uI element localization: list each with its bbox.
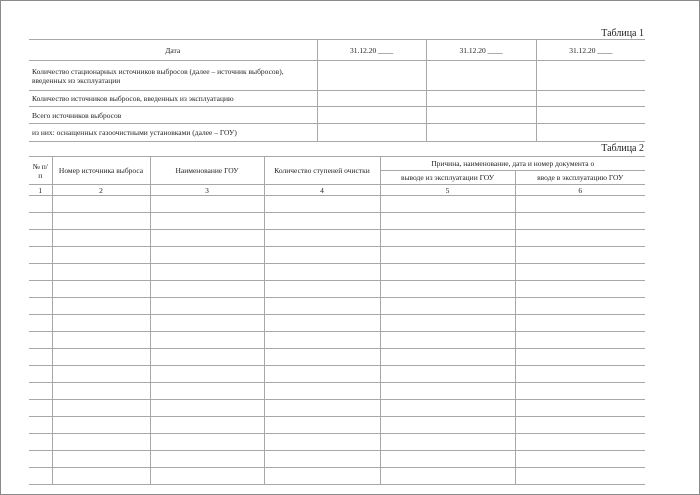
entry-cell[interactable]: [52, 383, 150, 400]
table-row: [29, 196, 645, 213]
table-row: [29, 451, 645, 468]
table2-caption: Таблица 2: [601, 143, 644, 154]
entry-cell[interactable]: [380, 400, 515, 417]
column-number-row: [29, 185, 645, 196]
table-row: [29, 281, 645, 298]
entry-cell[interactable]: [515, 196, 645, 213]
entry-cell[interactable]: [515, 247, 645, 264]
commission-header: вводе в эксплуатацию ГОУ: [515, 171, 645, 185]
column-number: 6: [515, 185, 645, 196]
table-row: [29, 264, 645, 281]
entry-cell[interactable]: [29, 349, 52, 366]
value-cell[interactable]: [426, 124, 536, 142]
value-cell[interactable]: [426, 91, 536, 107]
table-row: [29, 315, 645, 332]
reason-header: Причина, наименование, дата и номер документа о: [380, 157, 645, 171]
entry-cell[interactable]: [380, 315, 515, 332]
date-cell: 31.12.20 ____: [317, 40, 426, 61]
entry-cell[interactable]: [150, 332, 264, 349]
entry-cell[interactable]: [264, 298, 380, 315]
entry-cell[interactable]: [515, 213, 645, 230]
entry-cell[interactable]: [150, 196, 264, 213]
entry-cell[interactable]: [264, 434, 380, 451]
entry-cell[interactable]: [515, 434, 645, 451]
entry-cell[interactable]: [29, 298, 52, 315]
date-cell: 31.12.20 ____: [426, 40, 536, 61]
table-row: [29, 298, 645, 315]
table-row: [29, 332, 645, 349]
gou-name-header: Наименование ГОУ: [150, 157, 264, 185]
date-cell: 31.12.20 ____: [536, 40, 645, 61]
table-row: [29, 230, 645, 247]
date-label: Дата: [29, 40, 317, 61]
entry-cell[interactable]: [515, 366, 645, 383]
entry-cell[interactable]: [150, 451, 264, 468]
table1-row: [29, 107, 645, 124]
value-cell[interactable]: [426, 107, 536, 124]
table1-caption: Таблица 1: [601, 28, 644, 39]
entry-cell[interactable]: [515, 264, 645, 281]
entry-cell[interactable]: [515, 298, 645, 315]
entry-cell[interactable]: [52, 400, 150, 417]
entry-cell[interactable]: [264, 451, 380, 468]
entry-cell[interactable]: [150, 417, 264, 434]
entry-cell[interactable]: [150, 247, 264, 264]
table1: [29, 39, 645, 142]
entry-cell[interactable]: [515, 383, 645, 400]
entry-cell[interactable]: [52, 451, 150, 468]
entry-cell[interactable]: [515, 230, 645, 247]
entry-cell[interactable]: [264, 264, 380, 281]
column-number: 2: [52, 185, 150, 196]
entry-cell[interactable]: [29, 332, 52, 349]
entry-cell[interactable]: [515, 281, 645, 298]
entry-cell[interactable]: [515, 349, 645, 366]
entry-cell[interactable]: [150, 434, 264, 451]
entry-cell[interactable]: [380, 264, 515, 281]
table2: [29, 156, 645, 485]
table-row: [29, 247, 645, 264]
table-row: [29, 383, 645, 400]
value-cell[interactable]: [317, 107, 426, 124]
value-cell[interactable]: [536, 124, 645, 142]
entry-cell[interactable]: [29, 230, 52, 247]
num-header: № п/п: [29, 157, 52, 185]
value-cell[interactable]: [426, 61, 536, 91]
table-row: [29, 434, 645, 451]
entry-cell[interactable]: [515, 400, 645, 417]
entry-cell[interactable]: [52, 298, 150, 315]
table2-header-row: [29, 157, 645, 171]
entry-cell[interactable]: [380, 434, 515, 451]
entry-cell[interactable]: [264, 332, 380, 349]
column-number: 1: [29, 185, 52, 196]
entry-cell[interactable]: [29, 264, 52, 281]
entry-cell[interactable]: [264, 281, 380, 298]
entry-cell[interactable]: [150, 230, 264, 247]
entry-cell[interactable]: [264, 383, 380, 400]
decommission-header: выводе из эксплуатации ГОУ: [380, 171, 515, 185]
entry-cell[interactable]: [380, 451, 515, 468]
entry-cell[interactable]: [150, 468, 264, 485]
table-row: [29, 366, 645, 383]
entry-cell[interactable]: [52, 281, 150, 298]
entry-cell[interactable]: [150, 213, 264, 230]
entry-cell[interactable]: [515, 315, 645, 332]
entry-cell[interactable]: [29, 451, 52, 468]
value-cell[interactable]: [317, 91, 426, 107]
row-label: Количество стационарных источников выбросов (далее – источник выбросов), введенных из эксплуатации: [29, 61, 317, 91]
table-row: [29, 213, 645, 230]
entry-cell[interactable]: [29, 434, 52, 451]
entry-cell[interactable]: [150, 315, 264, 332]
value-cell[interactable]: [317, 61, 426, 91]
entry-cell[interactable]: [29, 400, 52, 417]
entry-cell[interactable]: [52, 315, 150, 332]
entry-cell[interactable]: [52, 434, 150, 451]
value-cell[interactable]: [536, 61, 645, 91]
entry-cell[interactable]: [515, 417, 645, 434]
entry-cell[interactable]: [52, 332, 150, 349]
entry-cell[interactable]: [52, 468, 150, 485]
entry-cell[interactable]: [29, 281, 52, 298]
row-label: Количество источников выбросов, введенных из эксплуатацию: [29, 91, 317, 107]
entry-cell[interactable]: [380, 298, 515, 315]
table1-row: [29, 91, 645, 107]
entry-cell[interactable]: [264, 366, 380, 383]
entry-cell[interactable]: [264, 196, 380, 213]
entry-cell[interactable]: [380, 281, 515, 298]
entry-cell[interactable]: [380, 349, 515, 366]
entry-cell[interactable]: [515, 468, 645, 485]
entry-cell[interactable]: [29, 247, 52, 264]
entry-cell[interactable]: [264, 213, 380, 230]
row-label: из них: оснащенных газоочистными установками (далее – ГОУ): [29, 124, 317, 142]
entry-cell[interactable]: [150, 349, 264, 366]
entry-cell[interactable]: [29, 213, 52, 230]
value-cell[interactable]: [536, 107, 645, 124]
table-row: [29, 349, 645, 366]
entry-cell[interactable]: [150, 383, 264, 400]
entry-cell[interactable]: [380, 468, 515, 485]
stages-header: Количество ступеней очистки: [264, 157, 380, 185]
entry-cell[interactable]: [264, 315, 380, 332]
entry-cell[interactable]: [52, 196, 150, 213]
source-header: Номер источника выброса: [52, 157, 150, 185]
table-row: [29, 400, 645, 417]
column-number: 3: [150, 185, 264, 196]
entry-cell[interactable]: [52, 247, 150, 264]
entry-cell[interactable]: [515, 451, 645, 468]
entry-cell[interactable]: [264, 247, 380, 264]
entry-cell[interactable]: [52, 349, 150, 366]
entry-cell[interactable]: [380, 383, 515, 400]
column-number: 5: [380, 185, 515, 196]
entry-cell[interactable]: [150, 366, 264, 383]
entry-cell[interactable]: [380, 213, 515, 230]
column-number: 4: [264, 185, 380, 196]
entry-cell[interactable]: [264, 230, 380, 247]
entry-cell[interactable]: [29, 196, 52, 213]
entry-cell[interactable]: [380, 417, 515, 434]
entry-cell[interactable]: [264, 468, 380, 485]
entry-cell[interactable]: [380, 196, 515, 213]
entry-cell[interactable]: [380, 247, 515, 264]
row-label: Всего источников выбросов: [29, 107, 317, 124]
entry-cell[interactable]: [150, 281, 264, 298]
entry-cell[interactable]: [29, 383, 52, 400]
entry-cell[interactable]: [264, 417, 380, 434]
value-cell[interactable]: [536, 91, 645, 107]
entry-cell[interactable]: [380, 332, 515, 349]
entry-cell[interactable]: [380, 230, 515, 247]
table-row: [29, 417, 645, 434]
entry-cell[interactable]: [264, 400, 380, 417]
entry-cell[interactable]: [150, 298, 264, 315]
entry-cell[interactable]: [264, 349, 380, 366]
entry-cell[interactable]: [150, 264, 264, 281]
entry-cell[interactable]: [150, 400, 264, 417]
entry-cell[interactable]: [29, 315, 52, 332]
value-cell[interactable]: [317, 124, 426, 142]
entry-cell[interactable]: [515, 332, 645, 349]
table1-header-row: [29, 40, 645, 61]
entry-cell[interactable]: [52, 213, 150, 230]
entry-cell[interactable]: [52, 417, 150, 434]
table-row: [29, 468, 645, 485]
entry-cell[interactable]: [52, 264, 150, 281]
table1-row: [29, 61, 645, 91]
entry-cell[interactable]: [29, 417, 52, 434]
entry-cell[interactable]: [29, 468, 52, 485]
entry-cell[interactable]: [52, 366, 150, 383]
table1-row: [29, 124, 645, 142]
entry-cell[interactable]: [52, 230, 150, 247]
entry-cell[interactable]: [29, 366, 52, 383]
entry-cell[interactable]: [380, 366, 515, 383]
